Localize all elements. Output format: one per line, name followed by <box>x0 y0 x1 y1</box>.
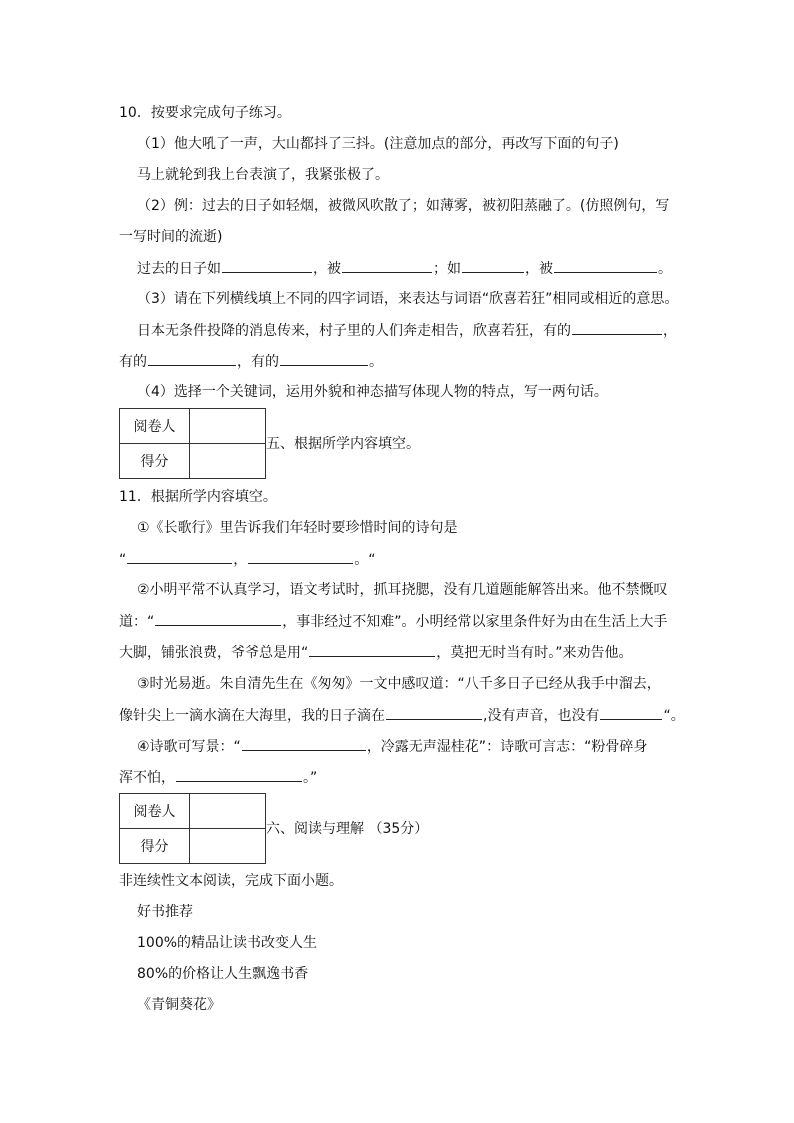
answer-blank[interactable] <box>176 767 302 782</box>
score-label: 得分 <box>120 444 190 479</box>
question-11-item-2: ②小明平常不认真学习，语文考试时，抓耳挠腮，没有几道题能解答出来。他不禁慨叹 <box>137 582 668 598</box>
text: “。 <box>663 708 685 724</box>
text: 过去的日子如 <box>137 261 221 277</box>
question-11-item-3-line-2 <box>119 705 685 726</box>
reviewer-label: 阅卷人 <box>120 409 190 444</box>
answer-blank[interactable] <box>572 320 662 335</box>
text: 浑不怕， <box>119 770 175 786</box>
text: 日本无条件投降的消息传来，村子里的人们奔走相告，欣喜若狂，有的 <box>137 323 571 339</box>
question-10-part-3-line-2 <box>119 351 383 372</box>
text: ④诗歌可写景：“ <box>137 739 241 755</box>
section-5-heading: 五、根据所学内容填空。 <box>266 436 420 452</box>
answer-blank[interactable] <box>462 258 524 273</box>
text: 。 <box>658 261 672 277</box>
text: ，被 <box>313 261 341 277</box>
text: 。 <box>369 354 383 370</box>
answer-blank[interactable] <box>386 705 482 720</box>
text: 大脚，铺张浪费，爷爷总是用“ <box>119 645 309 661</box>
question-10-part-2-line-1: （2）例：过去的日子如轻烟，被微风吹散了；如薄雾，被初阳蒸融了。(仿照例句，写 <box>137 198 670 214</box>
reviewer-label: 阅卷人 <box>120 794 190 829</box>
reading-intro: 非连续性文本阅读，完成下面小题。 <box>119 873 343 889</box>
ad-title: 好书推荐 <box>137 904 193 920</box>
question-11-title: 11．根据所学内容填空。 <box>119 489 277 505</box>
answer-blank[interactable] <box>155 611 281 626</box>
text: ，有的 <box>237 354 279 370</box>
question-10-title: 10．按要求完成句子练习。 <box>119 105 291 121</box>
score-table-1 <box>119 408 266 479</box>
text: “ <box>119 552 127 568</box>
question-11-item-3: ③时光易逝。朱自清先生在《匆匆》一文中感叹道：“八千多日子已经从我手中溜去， <box>137 676 661 692</box>
section-6-heading: 六、阅读与理解 （35分） <box>266 821 429 837</box>
text: 。“ <box>354 552 376 568</box>
text: ，被 <box>525 261 553 277</box>
question-10-part-2-line-2: 一写时间的流逝) <box>119 229 223 245</box>
score-cell[interactable] <box>190 444 266 479</box>
answer-blank[interactable] <box>222 258 312 273</box>
score-cell[interactable] <box>190 829 266 864</box>
question-11-item-4 <box>137 736 647 757</box>
question-11-item-4-line-2 <box>119 767 317 788</box>
question-10-part-2-fill <box>137 258 672 279</box>
question-10-part-3: （3）请在下列横线填上不同的四字词语，来表达与词语“欣喜若狂”相同或相近的意思。 <box>137 291 679 307</box>
question-11-item-2-line-3 <box>119 642 633 663</box>
text: ，莫把无时当有时。”来劝告他。 <box>436 645 633 661</box>
text: 有的 <box>119 354 147 370</box>
question-11-item-1: ①《长歌行》里告诉我们年轻时要珍惜时间的诗句是 <box>137 520 458 536</box>
text: ；如 <box>433 261 461 277</box>
text: ,没有声音，也没有 <box>483 708 600 724</box>
answer-blank[interactable] <box>309 642 435 657</box>
question-10-part-3-line-1 <box>137 320 677 341</box>
answer-blank[interactable] <box>148 351 236 366</box>
ad-line-2: 80%的价格让人生飘逸书香 <box>137 966 309 982</box>
reviewer-cell[interactable] <box>190 794 266 829</box>
question-11-item-2-line-2 <box>119 611 668 632</box>
text: 。” <box>303 770 318 786</box>
question-10-part-4: （4）选择一个关键词，运用外貌和神态描写体现人物的特点，写一两句话。 <box>137 384 608 400</box>
score-label: 得分 <box>120 829 190 864</box>
question-11-item-1-fill <box>119 549 376 570</box>
text: ，冷露无声湿桂花”：诗歌可言志：“粉骨碎身 <box>366 739 648 755</box>
text: ，事非经过不知难”。小明经常以家里条件好为由在生活上大手 <box>282 614 668 630</box>
ad-line-1: 100%的精品让读书改变人生 <box>137 935 318 951</box>
reviewer-cell[interactable] <box>190 409 266 444</box>
answer-blank[interactable] <box>554 258 657 273</box>
question-10-part-1-sentence: 马上就轮到我上台表演了，我紧张极了。 <box>137 167 389 183</box>
answer-blank[interactable] <box>342 258 432 273</box>
answer-blank[interactable] <box>280 351 368 366</box>
answer-blank[interactable] <box>248 549 353 564</box>
answer-blank[interactable] <box>600 705 662 720</box>
answer-blank[interactable] <box>127 549 232 564</box>
text: 像针尖上一滴水滴在大海里，我的日子滴在 <box>119 708 385 724</box>
book-title: 《青铜葵花》 <box>137 997 221 1013</box>
answer-blank[interactable] <box>242 736 366 751</box>
text: ， <box>233 552 248 568</box>
text: 道：“ <box>119 614 155 630</box>
text: ， <box>663 323 677 339</box>
score-table-2 <box>119 793 266 864</box>
question-10-part-1: （1）他大吼了一声，大山都抖了三抖。(注意加点的部分，再改写下面的句子) <box>137 136 619 152</box>
